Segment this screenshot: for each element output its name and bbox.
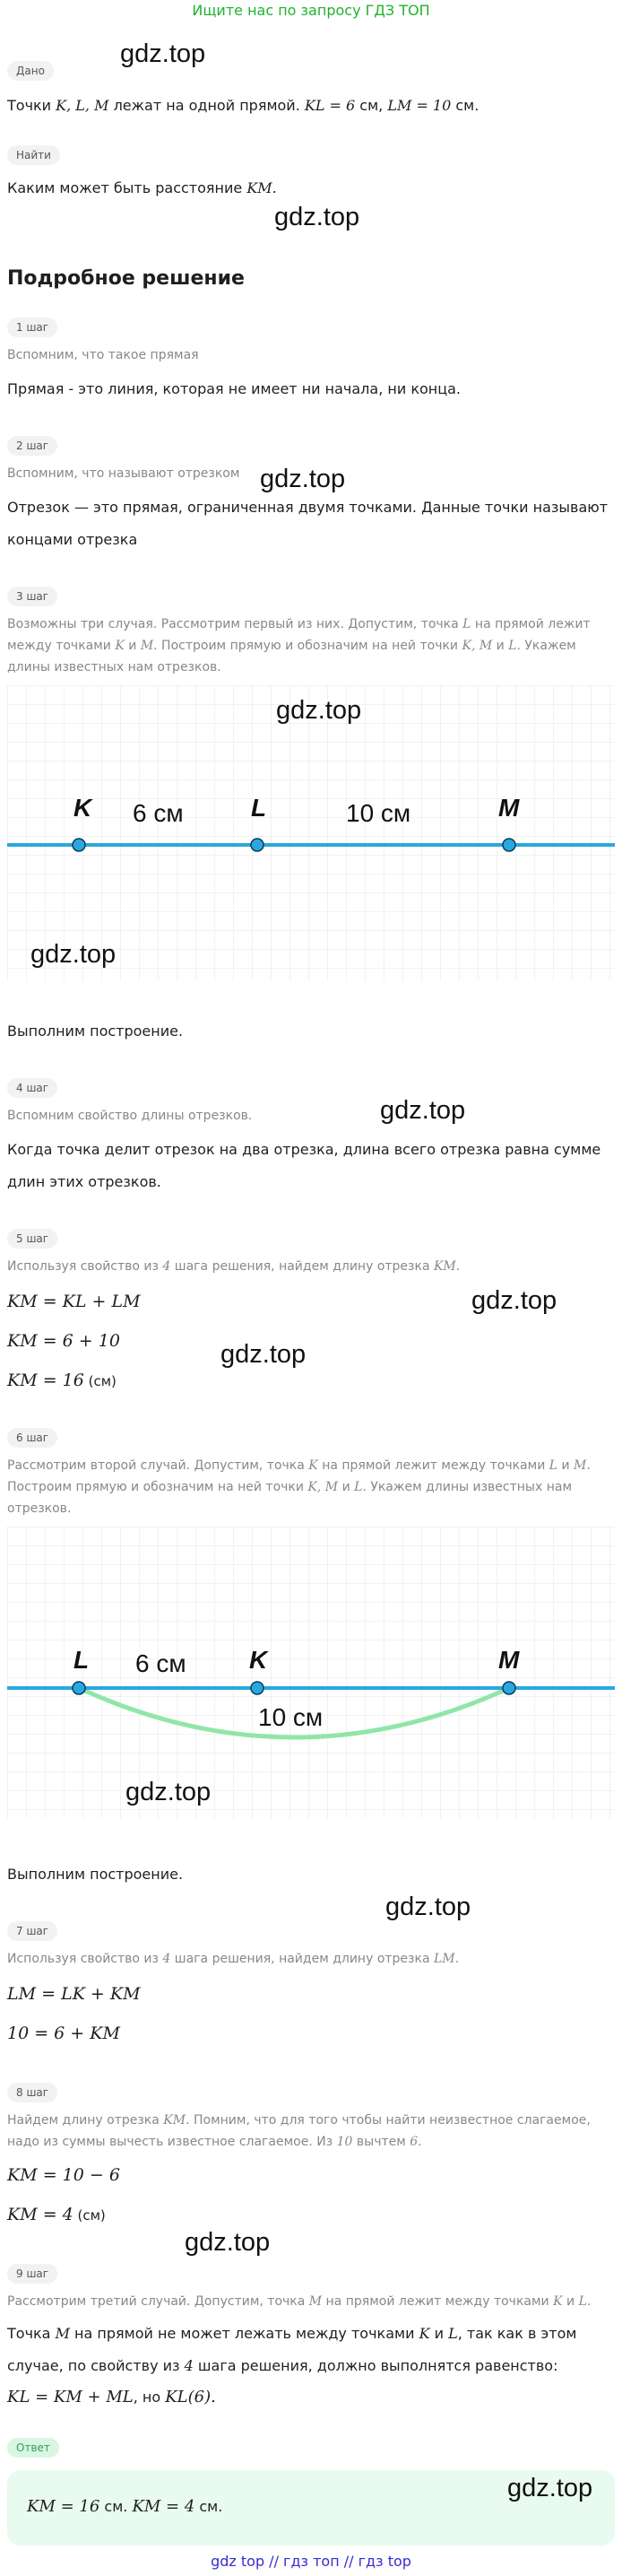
step-pill: 3 шаг [7, 587, 57, 606]
segment-lm-label: 10 см [258, 1703, 324, 1731]
formula: KM = 4 (см) [7, 2205, 106, 2224]
watermark: gdz.top [471, 1286, 557, 1315]
formula: KM = KL + LM [7, 1292, 141, 1311]
step-hint: длины известных нам отрезков. [7, 660, 221, 674]
step-hint: Используя свойство из 4 шага решения, найдем длину отрезка LM. [7, 1952, 460, 1966]
watermark: gdz.top [30, 940, 117, 969]
watermark: gdz.top [125, 1778, 212, 1806]
step-hint: надо из суммы вычесть известное слагаемое. Из 10 вычтем 6. [7, 2135, 422, 2149]
step-hint: между точками K и M. Построим прямую и обозначим на ней точки K, M и L. Укажем [7, 639, 576, 653]
grid-background [7, 685, 615, 981]
diagram-case-2 [7, 1527, 615, 1819]
formula: KM = 10 − 6 [7, 2165, 120, 2185]
step-text: KL = KM + ML, но KL(6). [7, 2388, 216, 2406]
step-hint: Рассмотрим второй случай. Допустим, точка K на прямой лежит между точками L и M. [7, 1458, 591, 1473]
watermark: gdz.top [220, 1340, 307, 1369]
point-k [251, 1682, 263, 1694]
step-hint: отрезков. [7, 1501, 72, 1516]
formula: LM = LK + KM [7, 1984, 141, 2004]
step-text: Выполним построение. [7, 1866, 184, 1883]
watermark: gdz.top [185, 2228, 271, 2257]
step-text: Когда точка делит отрезок на два отрезка, длина всего отрезка равна сумме [7, 1141, 601, 1158]
step-pill: 9 шаг [7, 2264, 57, 2284]
footer-links[interactable]: gdz top // гдз топ // гдз top [211, 2553, 411, 2570]
step-hint: Вспомним, что называют отрезком [7, 466, 240, 481]
point-m [503, 1682, 515, 1694]
segment-kl-label: 6 см [133, 799, 184, 827]
step-text: Отрезок — это прямая, ограниченная двумя точками. Данные точки называют [7, 499, 609, 516]
watermark: gdz.top [260, 465, 346, 493]
label-m: M [498, 794, 520, 822]
label-k: K [249, 1646, 268, 1674]
point-l [73, 1682, 85, 1694]
point-l [251, 839, 263, 851]
watermark: gdz.top [507, 2474, 593, 2502]
step-pill: 1 шаг [7, 318, 57, 337]
step-hint: Вспомним свойство длины отрезков. [7, 1109, 253, 1123]
label-k: K [73, 794, 92, 822]
step-pill: 4 шаг [7, 1078, 57, 1098]
point-m [503, 839, 515, 851]
label-m: M [498, 1646, 520, 1674]
step-pill: 2 шаг [7, 436, 57, 456]
watermark: gdz.top [120, 39, 206, 68]
watermark: gdz.top [380, 1096, 466, 1125]
step-hint: Построим прямую и обозначим на ней точки K, M и L. Укажем длины известных нам [7, 1480, 573, 1494]
step-text: Выполним построение. [7, 1023, 184, 1040]
answer-pill: Ответ [7, 2438, 59, 2458]
step-text: длин этих отрезков. [7, 1173, 161, 1190]
watermark: gdz.top [274, 203, 360, 231]
step-pill: 8 шаг [7, 2083, 57, 2102]
step-hint: Вспомним, что такое прямая [7, 348, 199, 362]
diagram-case-1 [7, 685, 615, 981]
step-hint: Рассмотрим третий случай. Допустим, точка M на прямой лежит между точками K и L. [7, 2294, 592, 2309]
step-pill: 6 шаг [7, 1428, 57, 1448]
point-k [73, 839, 85, 851]
step-text: Прямая - это линия, которая не имеет ни начала, ни конца. [7, 380, 462, 397]
label-l: L [251, 794, 267, 822]
label-l: L [73, 1646, 90, 1674]
formula: KM = 6 + 10 [7, 1331, 120, 1351]
step-hint: Используя свойство из 4 шага решения, найдем длину отрезка KM. [7, 1259, 461, 1274]
formula: KM = 16 (см) [7, 1371, 117, 1390]
step-pill: 5 шаг [7, 1229, 57, 1249]
step-text: концами отрезка [7, 531, 138, 548]
step-text: случае, по свойству из 4 шага решения, должно выполнятся равенство: [7, 2357, 558, 2374]
answer-text: KM = 16 см. KM = 4 см. [27, 2497, 223, 2516]
grid-background [7, 1527, 615, 1819]
step-text: Точка M на прямой не может лежать между точками K и L, так как в этом [7, 2325, 577, 2342]
step-hint: Возможны три случая. Рассмотрим первый из них. Допустим, точка L на прямой лежит [7, 617, 591, 631]
search-hint-link[interactable]: Ищите нас по запросу ГДЗ ТОП [192, 2, 430, 19]
given-pill: Дано [7, 61, 54, 81]
watermark: gdz.top [276, 696, 362, 725]
segment-lm-label: 10 см [346, 799, 411, 827]
find-pill: Найти [7, 145, 60, 165]
step-hint: Найдем длину отрезка KM. Помним, что для того чтобы найти неизвестное слагаемое, [7, 2113, 591, 2128]
formula: 10 = 6 + KM [7, 2023, 120, 2043]
solution-title: Подробное решение [7, 267, 245, 290]
segment-lk-label: 6 см [135, 1649, 186, 1677]
step-pill: 7 шаг [7, 1921, 57, 1941]
given-text: Точки K, L, M лежат на одной прямой. KL = 6 см, LM = 10 см. [7, 97, 479, 114]
find-text: Каким может быть расстояние KM. [7, 179, 277, 196]
watermark: gdz.top [385, 1893, 471, 1921]
